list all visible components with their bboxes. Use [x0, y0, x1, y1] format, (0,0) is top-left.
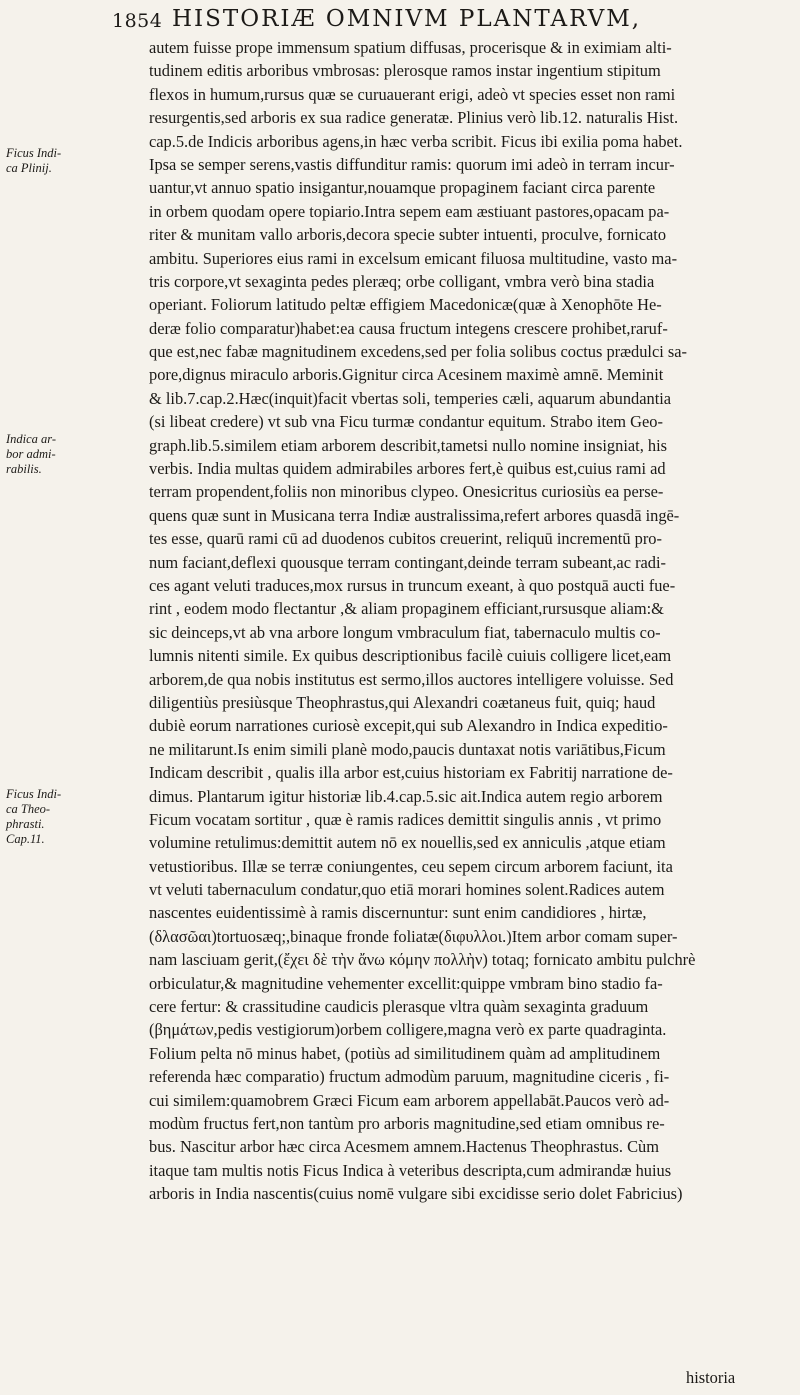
text-line: dimus. Plantarum igitur historiæ lib.4.cap.5.sic ait.Indica autem regio arborem	[149, 786, 663, 806]
text-line: arborem,de qua nobis institutus est sermo,illos auctores intelligere voluisse. Sed	[149, 669, 674, 689]
running-title: HISTORIÆ OMNIVM PLANTARVM,	[172, 6, 642, 32]
margin-note-line: bor admi-	[6, 447, 56, 461]
text-line: orbiculatur,& magnitudine vehementer excellit:quippe vmbram bino stadio fa-	[149, 973, 663, 993]
text-line: volumine retulimus:demittit autem nō ex nouellis,sed ex anniculis ,atque etiam	[149, 833, 666, 853]
margin-note-line: Indica ar-	[6, 432, 57, 446]
margin-note-ficus-indica-theophrasti	[6, 787, 86, 847]
body-text	[149, 36, 784, 1206]
text-line: ces agant veluti traduces,mox rursus in truncum exeant, à quo postquā aucti fue-	[149, 575, 676, 595]
text-line: flexos in humum,rursus quæ se curuauerant erigi, adeò vt species esset non rami	[149, 84, 676, 104]
text-line: (δλασῶαι)tortuosæq;,binaque fronde foliatæ(διφυλλοι.)Item arbor comam super-	[149, 926, 678, 946]
catchword: historia	[686, 1368, 736, 1387]
text-line: Indicam describit , qualis illa arbor est,cuius historiam ex Fabritij narratione de-	[149, 763, 673, 783]
text-line: ambitu. Superiores eius rami in excelsum emicant filuosa multitudine, vasto ma-	[149, 248, 678, 268]
margin-note-line: ca Theo-	[6, 802, 51, 816]
text-line: arboris in India nascentis(cuius nomē vulgare sibi excidisse serio dolet Fabricius)	[149, 1184, 683, 1204]
margin-note-line: ca Plinij.	[6, 161, 52, 175]
margin-note-ficus-indica-plinii	[6, 146, 86, 176]
margin-note-line: phrasti.	[6, 817, 45, 831]
margin-note-line: Ficus Indi-	[6, 146, 62, 160]
text-line: rint , eodem modo flectantur ,& aliam propaginem efficiant,rursusque aliam:&	[149, 599, 664, 619]
margin-note-line: rabilis.	[6, 462, 42, 476]
margin-note-line: Cap.11.	[6, 832, 45, 846]
text-line: diligentiùs presiùsque Theophrastus,qui Alexandri coætaneus fuit, quiq; haud	[149, 692, 656, 712]
text-line: riter & munitam vallo arboris,decora specie subter intuenti, proculve, fornicato	[149, 225, 667, 245]
text-line: verbis. India multas quidem admirabiles arbores fert,è quibus est,cuius rami ad	[149, 459, 666, 479]
text-line: cere fertur: & crassitudine caudicis plerasque vltra quàm sexaginta graduum	[149, 997, 649, 1017]
text-line: graph.lib.5.similem etiam arborem describit,tametsi nullo nomine insigniat, his	[149, 435, 668, 455]
text-line: nam lasciuam gerit,(ἔχει δὲ τὴν ἄνω κόμην πολλὴν) totaq; fornicato ambitu pulchrè	[149, 950, 696, 970]
text-line: deræ folio comparatur)habet:ea causa fructum integens crescere prohibet,raruf-	[149, 318, 668, 338]
text-line: nascentes euidentissimè à ramis discernuntur: sunt enim candidiores , hirtæ,	[149, 903, 647, 923]
text-line: lumnis nitenti simile. Ex quibus descriptionibus facilè cuiuis colligere licet,eam	[149, 646, 672, 666]
text-line: referenda hæc comparatio) fructum admodùm paruum, magnitudine ciceris , fi-	[149, 1067, 670, 1087]
text-line: dubiè eorum narrationes curiosè excepit,qui sub Alexandro in Indica expeditio-	[149, 716, 668, 736]
text-line: ne militarunt.Is enim simili planè modo,paucis duntaxat notis variātibus,Ficum	[149, 739, 666, 759]
text-line: & lib.7.cap.2.Hæc(inquit)facit vbertas soli, temperies cæli, aquarum abundantia	[149, 388, 672, 408]
text-line: Ficum vocatam sortitur , quæ è ramis radices demittit singulis annis , vt primo	[149, 809, 662, 829]
text-line: in orbem quodam opere topiario.Intra sepem eam æstiuant pastores,opacam pa-	[149, 201, 670, 221]
text-line: itaque tam multis notis Ficus Indica à veteribus descripta,cum admirandæ huius	[149, 1160, 672, 1180]
text-line: Folium pelta nō minus habet, (potiùs ad similitudinem quàm ad amplitudinem	[149, 1043, 661, 1063]
text-line: uantur,vt annuo spatio insigantur,nouamque propaginem faciant circa parente	[149, 178, 656, 198]
text-line: bus. Nascitur arbor hæc circa Acesmem amnem.Hactenus Theophrastus. Cùm	[149, 1137, 659, 1157]
text-line: modùm fructus fert,non tantùm pro arboris magnitudine,sed etiam omnibus re-	[149, 1113, 665, 1133]
page-number: 1854	[112, 10, 163, 32]
text-line: resurgentis,sed arboris ex sua radice generatæ. Plinius verò lib.12. naturalis Hist.	[149, 108, 679, 128]
text-line: sic deinceps,vt ab vna arbore longum vmbraculum fiat, tabernaculo multis co-	[149, 622, 661, 642]
text-line: pore,dignus miraculo arboris.Gignitur circa Acesinem maximè amnē. Meminit	[149, 365, 664, 385]
text-line: tris corpore,vt sexaginta pedes pleræq; orbe colligant, vmbra verò bina stadia	[149, 271, 655, 291]
text-line: operiant. Foliorum latitudo peltæ effigiem Macedonicæ(quæ à Xenophōte He-	[149, 295, 662, 315]
text-line: cap.5.de Indicis arboribus agens,in hæc verba scribit. Ficus ibi exilia poma habet.	[149, 131, 683, 151]
text-line: quens quæ sunt in Musicana terra Indiæ australissima,refert arbores quasdā ingē-	[149, 505, 680, 525]
margin-note-indica-arbor	[6, 432, 86, 477]
text-line: vt veluti tabernaculum condatur,quo etiā morari homines solent.Radices autem	[149, 880, 665, 900]
text-line: que est,nec fabæ magnitudinem excedens,sed per folia solibus coctus prædulci sa-	[149, 342, 688, 362]
text-line: (βημάτων,pedis vestigiorum)orbem colligere,magna verò ex parte quadraginta.	[149, 1020, 667, 1040]
text-line: cui similem:quamobrem Græci Ficum eam arborem appellabāt.Paucos verò ad-	[149, 1090, 670, 1110]
margin-note-line: Ficus Indi-	[6, 787, 62, 801]
text-line: autem fuisse prope immensum spatium diffusas, procerisque & in eximiam alti-	[149, 38, 672, 57]
text-line: num faciant,deflexi quousque terram contingant,deinde terram subeant,ac radi-	[149, 552, 667, 572]
text-line: tudinem editis arboribus vmbrosas: plerosque ramos instar ingentium stipitum	[149, 61, 661, 81]
text-line: Ipsa se semper serens,vastis diffunditur ramis: quorum imi adeò in terram incur-	[149, 154, 675, 174]
text-line: vetustioribus. Illæ se terræ coniungentes, ceu sepem circum arborem faciunt, ita	[149, 856, 673, 876]
text-line: terram propendent,foliis non minoribus clypeo. Onesicritus curiosiùs ea perse-	[149, 482, 664, 502]
page-header	[112, 4, 772, 34]
text-line: (si libeat credere) vt sub vna Ficu turmæ condantur equitum. Strabo item Geo-	[149, 412, 663, 432]
text-line: tes esse, quarū rami cū ad duodenos cubitos creuerint, reliquū incrementū pro-	[149, 529, 662, 549]
